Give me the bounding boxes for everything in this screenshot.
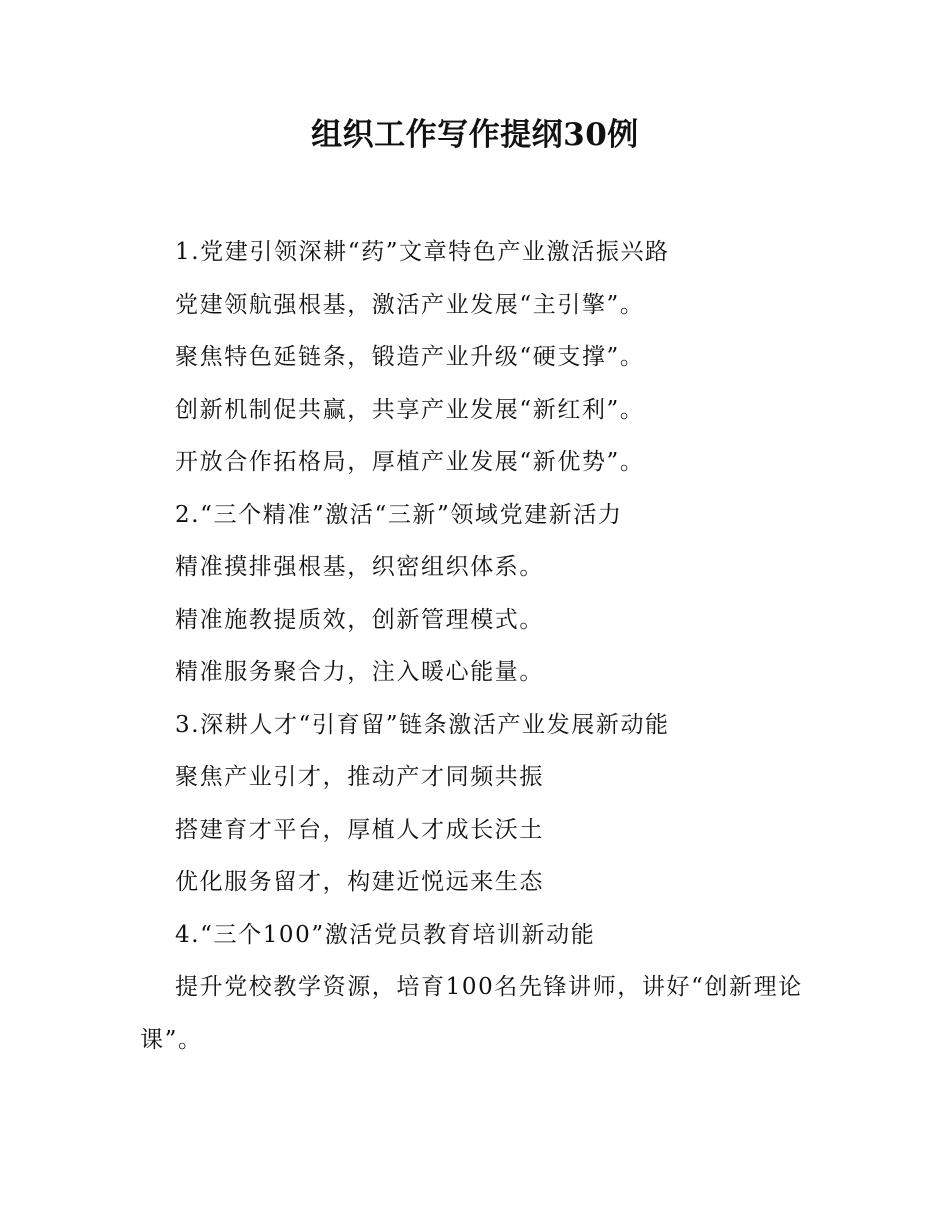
paragraph: 精准服务聚合力，注入暖心能量。 <box>175 659 544 685</box>
paragraph: 创新机制促共赢，共享产业发展“新红利”。 <box>175 396 645 423</box>
document-body <box>140 226 820 1067</box>
paragraph: 精准施教提质效，创新管理模式。 <box>175 606 544 633</box>
paragraph: 精准摸排强根基，织密组织体系。 <box>175 554 544 580</box>
paragraph: 聚焦特色延链条，锻造产业升级“硬支撑”。 <box>175 344 645 370</box>
paragraph: 聚焦产业引才，推动产才同频共振 <box>175 764 544 790</box>
document-title: 组织工作写作提纲30例 <box>311 117 639 153</box>
section-heading-2: 2.“三个精准”激活“三新”领域党建新活力 <box>175 501 623 528</box>
paragraph: 开放合作拓格局，厚植产业发展“新优势”。 <box>175 449 645 475</box>
section-heading-4: 4.“三个100”激活党员教育培训新动能 <box>175 921 596 948</box>
paragraph: 搭建育才平台，厚植人才成长沃土 <box>175 816 544 843</box>
paragraph: 提升党校教学资源，培育100名先锋讲师，讲好“创新理论课”。 <box>140 974 803 1053</box>
paragraph: 党建领航强根基，激活产业发展“主引擎”。 <box>175 291 645 318</box>
section-heading-3: 3.深耕人才“引育留”链条激活产业发展新动能 <box>175 711 670 738</box>
paragraph: 优化服务留才，构建近悦远来生态 <box>175 869 544 895</box>
section-heading-1: 1.党建引领深耕“药”文章特色产业激活振兴路 <box>175 239 670 265</box>
